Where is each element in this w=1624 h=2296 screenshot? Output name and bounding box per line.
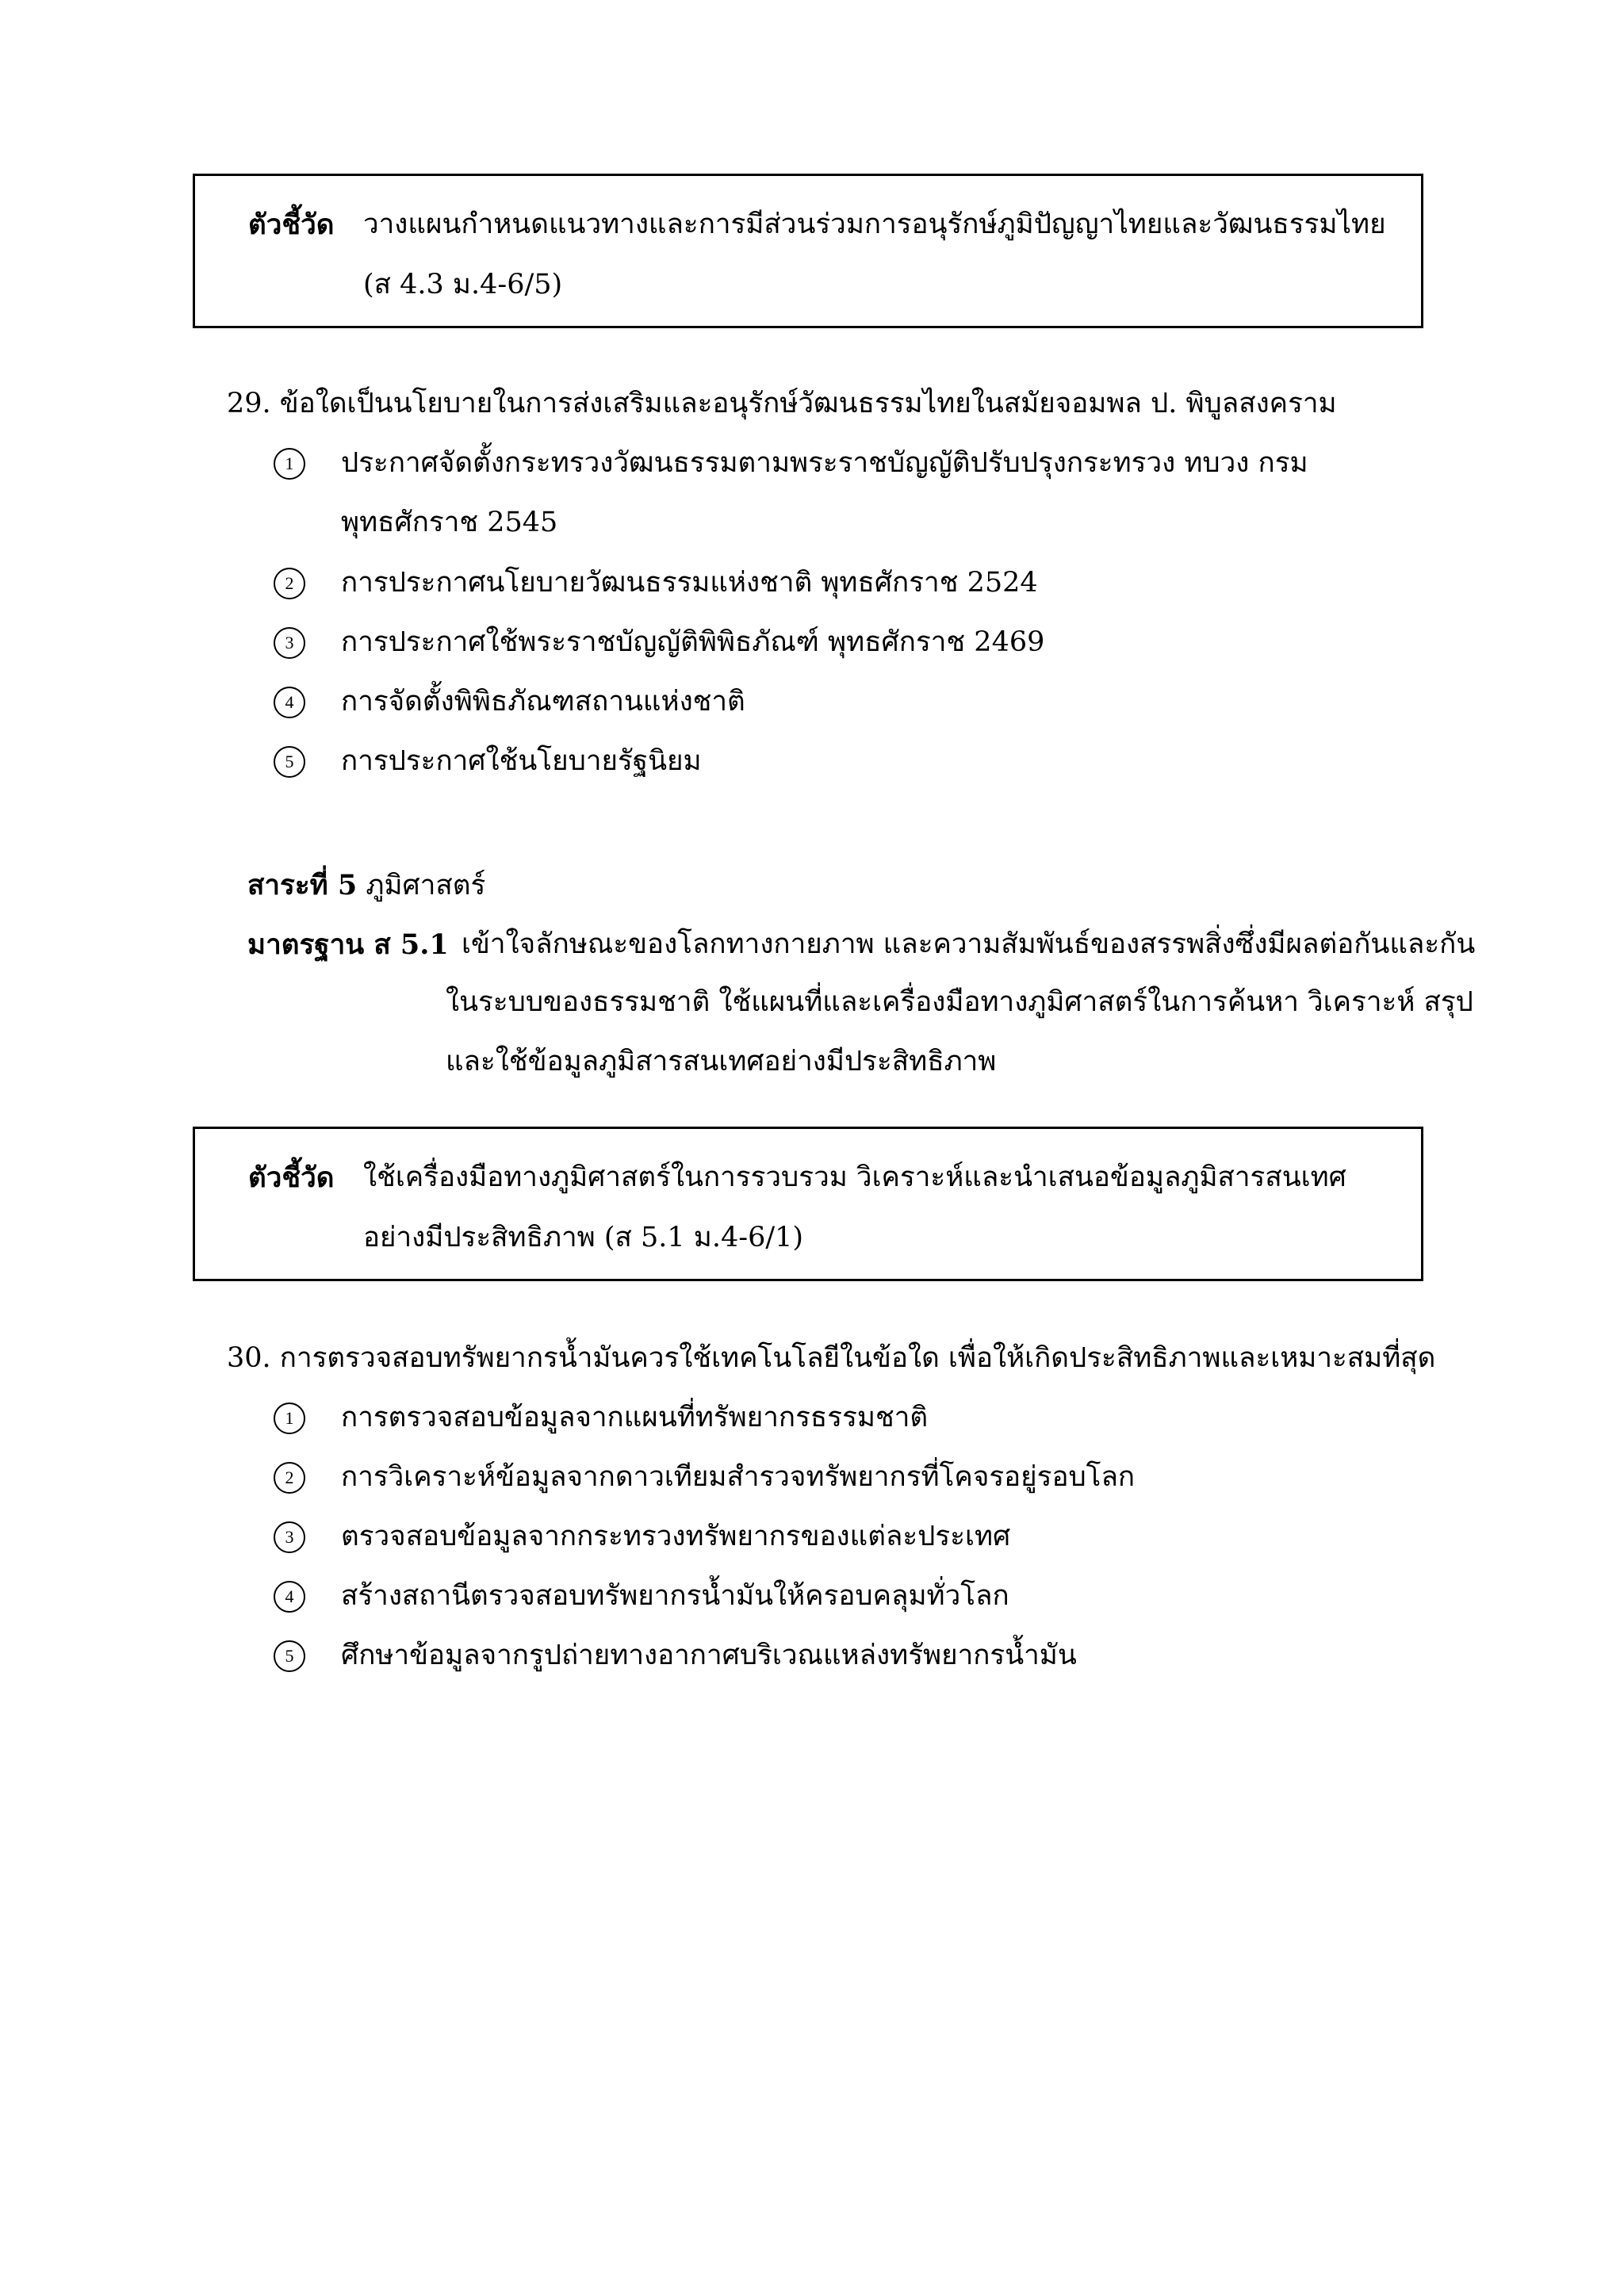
indicator-box	[193, 174, 1423, 328]
choice-text: ประกาศจัดตั้งกระทรวงวัฒนธรรมตามพระราชบัญญัติปรับปรุงกระทรวง ทบวง กรม	[341, 447, 1308, 479]
choice-number-circle: 3	[274, 627, 305, 659]
choice-number-circle: 1	[274, 448, 305, 480]
standard-label: มาตรฐาน ส 5.1	[247, 928, 449, 961]
choice-text-continued: พุทธศักราช 2545	[341, 507, 558, 538]
choice-number-circle: 3	[274, 1521, 305, 1553]
question-29-prompt: 29. ข้อใดเป็นนโยบายในการส่งเสริมและอนุรักษ์วัฒนธรรมไทยในสมัยจอมพล ป. พิบูลสงคราม	[227, 388, 1337, 419]
choice-number-circle: 5	[274, 1640, 305, 1672]
choice-text: การประกาศใช้พระราชบัญญัติพิพิธภัณฑ์ พุทธศักราช 2469	[341, 626, 1045, 658]
choice-text: สร้างสถานีตรวจสอบทรัพยากรน้ำมันให้ครอบคลุมทั่วโลก	[341, 1580, 1009, 1612]
standard-text: เข้าใจลักษณะของโลกทางกายภาพ และความสัมพันธ์ของสรรพสิ่งซึ่งมีผลต่อกันและกัน	[462, 928, 1476, 960]
choice-text: ตรวจสอบข้อมูลจากกระทรวงทรัพยากรของแต่ละประเทศ	[341, 1521, 1011, 1552]
standard-text: และใช้ข้อมูลภูมิสารสนเทศอย่างมีประสิทธิภาพ	[446, 1046, 997, 1077]
choice-text: ศึกษาข้อมูลจากรูปถ่ายทางอากาศบริเวณแหล่งทรัพยากรน้ำมัน	[341, 1640, 1077, 1671]
indicator-text: วางแผนกำหนดแนวทางและการมีส่วนร่วมการอนุรักษ์ภูมิปัญญาไทยและวัฒนธรรมไทย	[363, 209, 1386, 240]
choice-text: การจัดตั้งพิพิธภัณฑสถานแห่งชาติ	[341, 686, 745, 718]
choice-number-circle: 5	[274, 746, 305, 778]
choice-text: การตรวจสอบข้อมูลจากแผนที่ทรัพยากรธรรมชาติ	[341, 1402, 929, 1433]
indicator-text: อย่างมีประสิทธิภาพ (ส 5.1 ม.4-6/1)	[363, 1222, 804, 1253]
choice-text: การวิเคราะห์ข้อมูลจากดาวเทียมสำรวจทรัพยากรที่โคจรอยู่รอบโลก	[341, 1461, 1136, 1493]
strand-label: สาระที่ 5	[247, 869, 358, 901]
strand-title: ภูมิศาสตร์	[366, 870, 486, 901]
indicator-label: ตัวชี้วัด	[248, 1161, 335, 1194]
choice-text: การประกาศใช้นโยบายรัฐนิยม	[341, 745, 702, 777]
choice-text: การประกาศนโยบายวัฒนธรรมแห่งชาติ พุทธศักราช 2524	[341, 567, 1038, 599]
choice-number-circle: 4	[274, 1581, 305, 1613]
question-30-prompt: 30. การตรวจสอบทรัพยากรน้ำมันควรใช้เทคโนโลยีในข้อใด เพื่อให้เกิดประสิทธิภาพและเหมาะสมที่สุด	[227, 1342, 1436, 1374]
choice-number-circle: 2	[274, 568, 305, 599]
indicator-label: ตัวชี้วัด	[248, 209, 335, 241]
indicator-code: (ส 4.3 ม.4-6/5)	[363, 269, 563, 300]
strand-heading	[247, 871, 485, 900]
standard-text: ในระบบของธรรมชาติ ใช้แผนที่และเครื่องมือทางภูมิศาสตร์ในการค้นหา วิเคราะห์ สรุป	[446, 986, 1473, 1018]
choice-number-circle: 1	[274, 1402, 305, 1434]
choice-number-circle: 4	[274, 687, 305, 718]
indicator-box	[193, 1127, 1423, 1281]
indicator-text: ใช้เครื่องมือทางภูมิศาสตร์ในการรวบรวม วิเคราะห์และนำเสนอข้อมูลภูมิสารสนเทศ	[363, 1161, 1346, 1193]
choice-number-circle: 2	[274, 1462, 305, 1494]
